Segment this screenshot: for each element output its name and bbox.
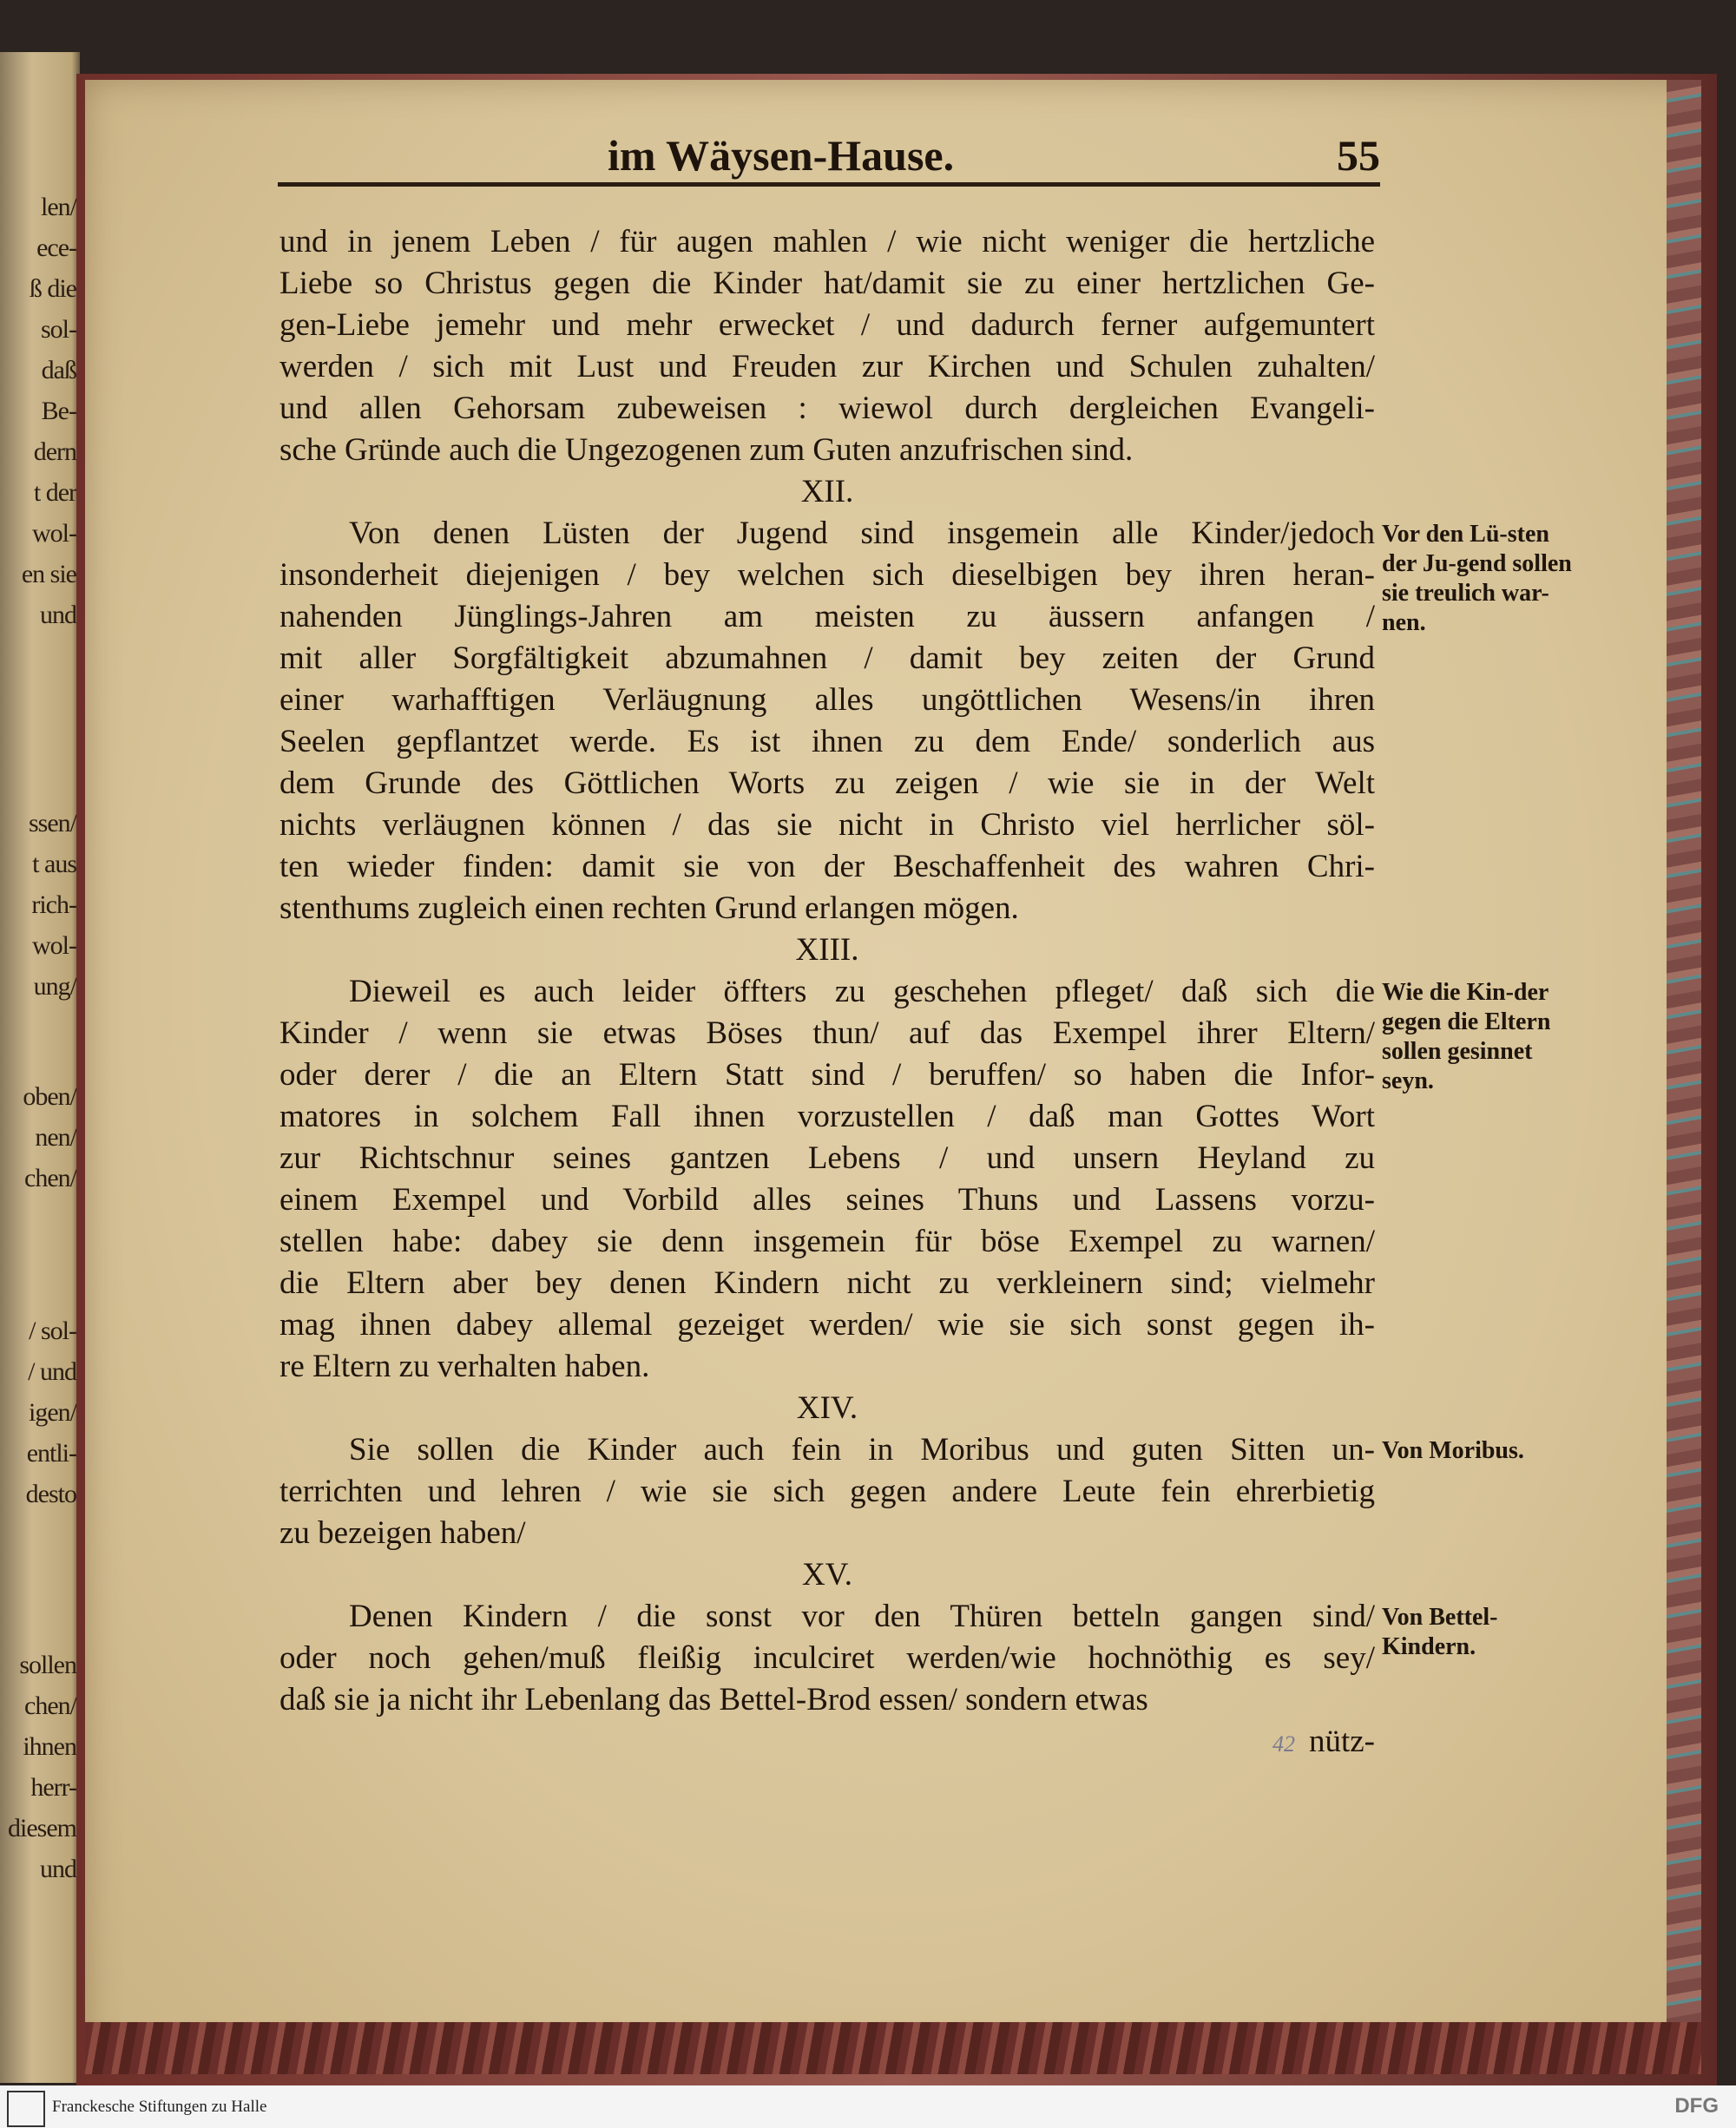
text-line: nahenden Jünglings-Jahren am meisten zu äussern anfangen /: [279, 599, 1375, 634]
text-line: einem Exempel und Vorbild alles seines Thuns und Lassens vorzu-: [279, 1182, 1375, 1218]
bottom-binding-edge: [85, 2022, 1701, 2074]
text-line: Seelen gepflantzet werde. Es ist ihnen zu dem Ende/ sonderlich aus: [279, 724, 1375, 759]
left-page-fragment-group: [0, 1076, 76, 1199]
section-number: XII.: [800, 474, 854, 509]
section-text: [279, 221, 1375, 471]
section: [279, 929, 1581, 1388]
text-line: zu bezeigen haben/: [279, 1515, 526, 1551]
left-page-fragment: nen/: [35, 1123, 76, 1152]
catchword-row: [279, 1721, 1375, 1765]
margin-note: Vor den Lü-sten der Ju-gend sollen sie treulich war-nen.: [1382, 521, 1572, 636]
text-line: Dieweil es auch leider öffters zu geschehen pfleget/ daß sich die: [349, 974, 1375, 1009]
left-page-fragment: len/: [41, 193, 76, 221]
left-page-fragment-group: [0, 1310, 76, 1514]
margin-note: Wie die Kin-der gegen die Eltern sollen gesinnet seyn.: [1382, 979, 1551, 1094]
body-text: [279, 221, 1581, 1765]
left-page-fragment: desto: [25, 1480, 76, 1508]
section-number: XIII.: [795, 932, 859, 968]
footer-bar: [0, 2085, 1736, 2128]
left-page-fragment-group: [0, 1645, 76, 1889]
left-page-fragment: wol-: [32, 931, 76, 960]
section: [279, 221, 1581, 471]
left-page-fragment: chen/: [24, 1164, 76, 1192]
left-page-fragment: chen/: [24, 1691, 76, 1720]
text-line: insonderheit diejenigen / bey welchen sich dieselbigen bey ihren heran-: [279, 557, 1375, 593]
left-page-fragment: en sie: [21, 560, 76, 588]
left-page-fragment: diesem: [8, 1814, 76, 1842]
left-page-fragment: dern: [33, 437, 76, 466]
left-page-fragment: entli-: [26, 1439, 76, 1468]
left-page-fragment: / sol-: [29, 1317, 76, 1345]
text-line: terrichten und lehren / wie sie sich gegen andere Leute fein ehrerbietig: [279, 1474, 1375, 1509]
left-page-fragment: daß: [41, 356, 76, 384]
text-line: daß sie ja nicht ihr Lebenlang das Bettel-Brod essen/ sondern etwas: [279, 1682, 1148, 1718]
text-line: oder derer / die an Eltern Statt sind / beruffen/ so haben die Infor-: [279, 1057, 1375, 1093]
text-line: gen-Liebe jemehr und mehr erwecket / und dadurch ferner aufgemuntert: [279, 307, 1375, 343]
left-page-fragment-group: [0, 803, 76, 1007]
institution-name: Franckesche Stiftungen zu Halle: [52, 2098, 267, 2116]
left-page-fragment: und: [40, 601, 76, 629]
margin-note: Von Bettel-Kindern.: [1382, 1604, 1498, 1660]
section-text: [279, 929, 1375, 1388]
text-line: werden / sich mit Lust und Freuden zur Kirchen und Schulen zuhalten/: [279, 349, 1375, 384]
section-number: XIV.: [796, 1390, 858, 1426]
left-page-fragment: ihnen: [23, 1732, 76, 1761]
section-text: [279, 1388, 1375, 1554]
margin-note: Von Moribus.: [1382, 1437, 1524, 1464]
pencil-mark: 42: [1272, 1731, 1295, 1757]
institution-logo: [7, 2091, 45, 2127]
left-page-fragment: ung/: [33, 972, 76, 1001]
left-page-fragment: herr-: [30, 1773, 76, 1802]
text-line: Liebe so Christus gegen die Kinder hat/damit sie zu einer hertzlichen Ge-: [279, 266, 1375, 301]
text-line: stellen habe: dabey sie denn insgemein für böse Exempel zu warnen/: [279, 1224, 1375, 1259]
left-page-fragment: / und: [28, 1357, 76, 1386]
dfg-logo: DFG: [1674, 2094, 1719, 2118]
left-page-fragment: rich-: [31, 890, 76, 919]
left-page-fragment: t aus: [32, 850, 76, 878]
section: [279, 1388, 1581, 1554]
header-rule: [278, 182, 1380, 187]
text-line: mag ihnen dabey allemal gezeiget werden/ wie sie sich sonst gegen ih-: [279, 1307, 1375, 1343]
section-number: XV.: [802, 1557, 852, 1593]
left-page-fragment: t der: [33, 478, 76, 507]
text-line: sche Gründe auch die Ungezogenen zum Guten anzufrischen sind.: [279, 432, 1134, 468]
left-page-fragment: sollen: [19, 1651, 76, 1679]
catchword: nütz-: [1308, 1724, 1375, 1759]
text-line: Von denen Lüsten der Jugend sind insgemein alle Kinder/jedoch: [349, 516, 1375, 551]
text-line: mit aller Sorgfältigkeit abzumahnen / damit bey zeiten der Grund: [279, 640, 1375, 676]
left-page-fragment: Be-: [41, 397, 76, 425]
text-line: Kinder / wenn sie etwas Böses thun/ auf das Exempel ihrer Eltern/: [279, 1015, 1375, 1051]
text-line: Denen Kindern / die sonst vor den Thüren betteln gangen sind/: [349, 1599, 1375, 1634]
text-line: dem Grunde des Göttlichen Worts zu zeigen / wie sie in der Welt: [279, 765, 1375, 801]
left-page-edge: [0, 52, 80, 2083]
left-page-fragment: sol-: [41, 315, 76, 344]
text-line: und in jenem Leben / für augen mahlen / wie nicht weniger die hertzliche: [279, 224, 1375, 259]
left-page-fragment: ß die: [29, 274, 76, 303]
left-page-fragment: ssen/: [29, 809, 76, 837]
text-line: Sie sollen die Kinder auch fein in Moribus und guten Sitten un-: [349, 1432, 1375, 1468]
text-line: matores in solchem Fall ihnen vorzustellen / daß man Gottes Wort: [279, 1099, 1375, 1134]
left-page-fragment: oben/: [23, 1082, 76, 1111]
section: [279, 471, 1581, 929]
text-line: die Eltern aber bey denen Kindern nicht zu verkleinern sind; vielmehr: [279, 1265, 1375, 1301]
running-title: im Wäysen-Hause.: [608, 131, 955, 180]
left-page-fragment: ece-: [36, 233, 76, 262]
left-page-fragment: und: [40, 1855, 76, 1883]
section-text: [279, 471, 1375, 929]
text-line: oder noch gehen/muß fleißig inculciret werden/wie hochnöthig es sey/: [279, 1640, 1375, 1676]
left-page-fragment: igen/: [29, 1398, 76, 1427]
text-line: re Eltern zu verhalten haben.: [279, 1349, 650, 1384]
text-line: zur Richtschnur seines gantzen Lebens / und unsern Heyland zu: [279, 1140, 1375, 1176]
text-line: und allen Gehorsam zubeweisen : wiewol durch dergleichen Evangeli-: [279, 391, 1375, 426]
text-line: stenthums zugleich einen rechten Grund erlangen mögen.: [279, 890, 1019, 926]
left-page-fragment-group: [0, 187, 76, 635]
text-line: einer warhafftigen Verläugnung alles ungöttlichen Wesens/in ihren: [279, 682, 1375, 718]
page-number: 55: [1337, 131, 1380, 180]
section: [279, 1554, 1581, 1721]
section-text: [279, 1554, 1375, 1721]
text-line: nichts verläugnen können / das sie nicht in Christo viel herrlicher söl-: [279, 807, 1375, 843]
left-page-fragment: wol-: [32, 519, 76, 548]
text-line: ten wieder finden: damit sie von der Beschaffenheit des wahren Chri-: [279, 849, 1375, 884]
marbled-edge: [1667, 80, 1701, 2059]
